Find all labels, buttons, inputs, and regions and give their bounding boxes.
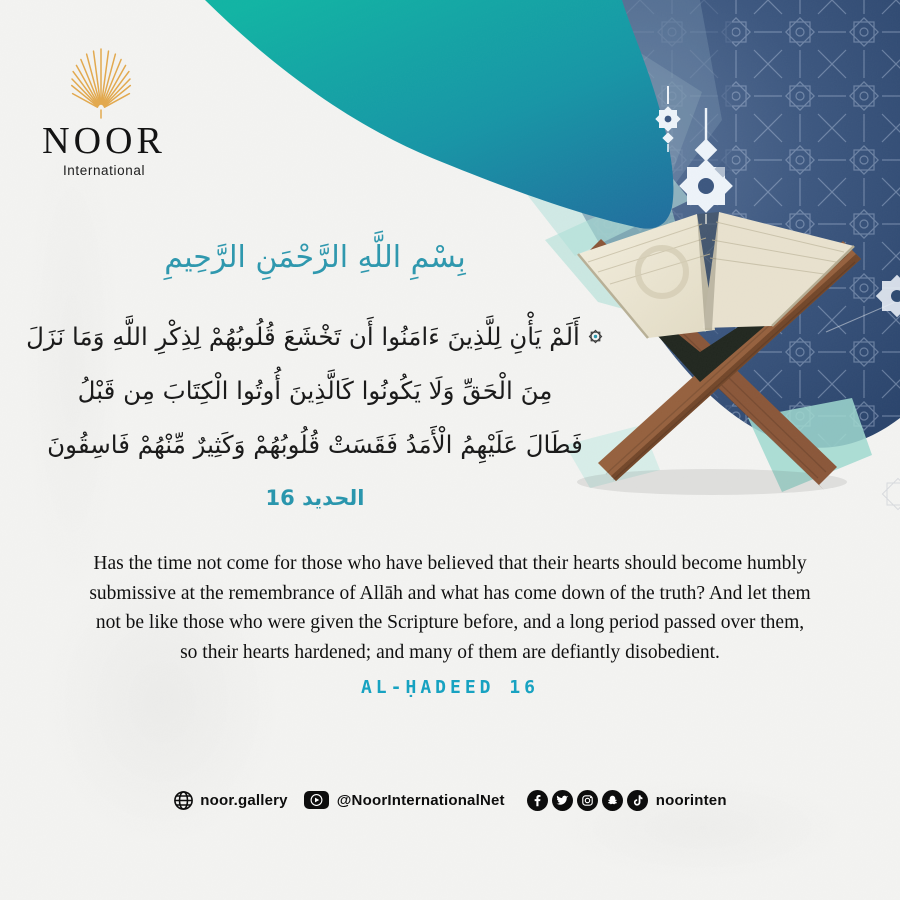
golden-rays-fan-icon <box>26 16 176 120</box>
footer-bar <box>0 782 900 818</box>
translation-line-1: Has the time not come for those who have believed that their hearts should become humbly <box>93 553 807 574</box>
twitter-icon[interactable] <box>552 790 573 811</box>
social-icons-group <box>527 790 727 811</box>
website-label[interactable]: noor.gallery <box>200 791 288 809</box>
noor-logo <box>26 16 182 178</box>
globe-icon <box>173 790 194 811</box>
rub-el-hizb-icon <box>587 328 604 345</box>
surah-reference-english: AL-ḤADEED 16 <box>360 677 540 698</box>
bismillah-calligraphy: بِسْمِ اللَّهِ الرَّحْمَنِ الرَّحِيمِ <box>164 240 466 275</box>
verse-line-1 <box>0 322 630 351</box>
translation-line-2: submissive at the remembrance of Allāh and what has come down of the truth? And let them <box>89 582 811 604</box>
youtube-handle[interactable]: @NoorInternationalNet <box>336 791 505 809</box>
verse-line-2: مِنَ الْحَقِّ وَلَا يَكُونُوا كَالَّذِينَ أُوتُوا الْكِتَابَ مِن قَبْلُ <box>77 376 553 405</box>
brand-name: NOOR <box>42 120 166 162</box>
verse-text-1: أَلَمْ يَأْنِ لِلَّذِينَ ءَامَنُوا أَن تَخْشَعَ قُلُوبُهُمْ لِذِكْرِ اللَّهِ وَمَا نَزَلَ <box>26 322 580 351</box>
brand-subtitle: International <box>62 162 146 178</box>
social-handle[interactable]: noorinten <box>655 791 727 809</box>
snapchat-icon[interactable] <box>602 790 623 811</box>
website-link[interactable] <box>173 790 287 811</box>
english-translation <box>20 549 880 667</box>
surah-reference-arabic: الحديد 16 <box>265 486 365 510</box>
facebook-icon[interactable] <box>527 790 548 811</box>
verse-line-3: فَطَالَ عَلَيْهِمُ الْأَمَدُ فَقَسَتْ قُلُوبُهُمْ وَكَثِيرٌ مِّنْهُمْ فَاسِقُونَ <box>47 430 583 459</box>
tiktok-icon[interactable] <box>627 790 648 811</box>
translation-line-3: not be like those who were given the Scripture before, and a long period passed over them, <box>95 612 805 633</box>
translation-line-4: so their hearts hardened; and many of them are defiantly disobedient. <box>180 641 720 663</box>
youtube-link[interactable] <box>304 791 505 809</box>
youtube-icon <box>304 791 329 809</box>
instagram-icon[interactable] <box>577 790 598 811</box>
